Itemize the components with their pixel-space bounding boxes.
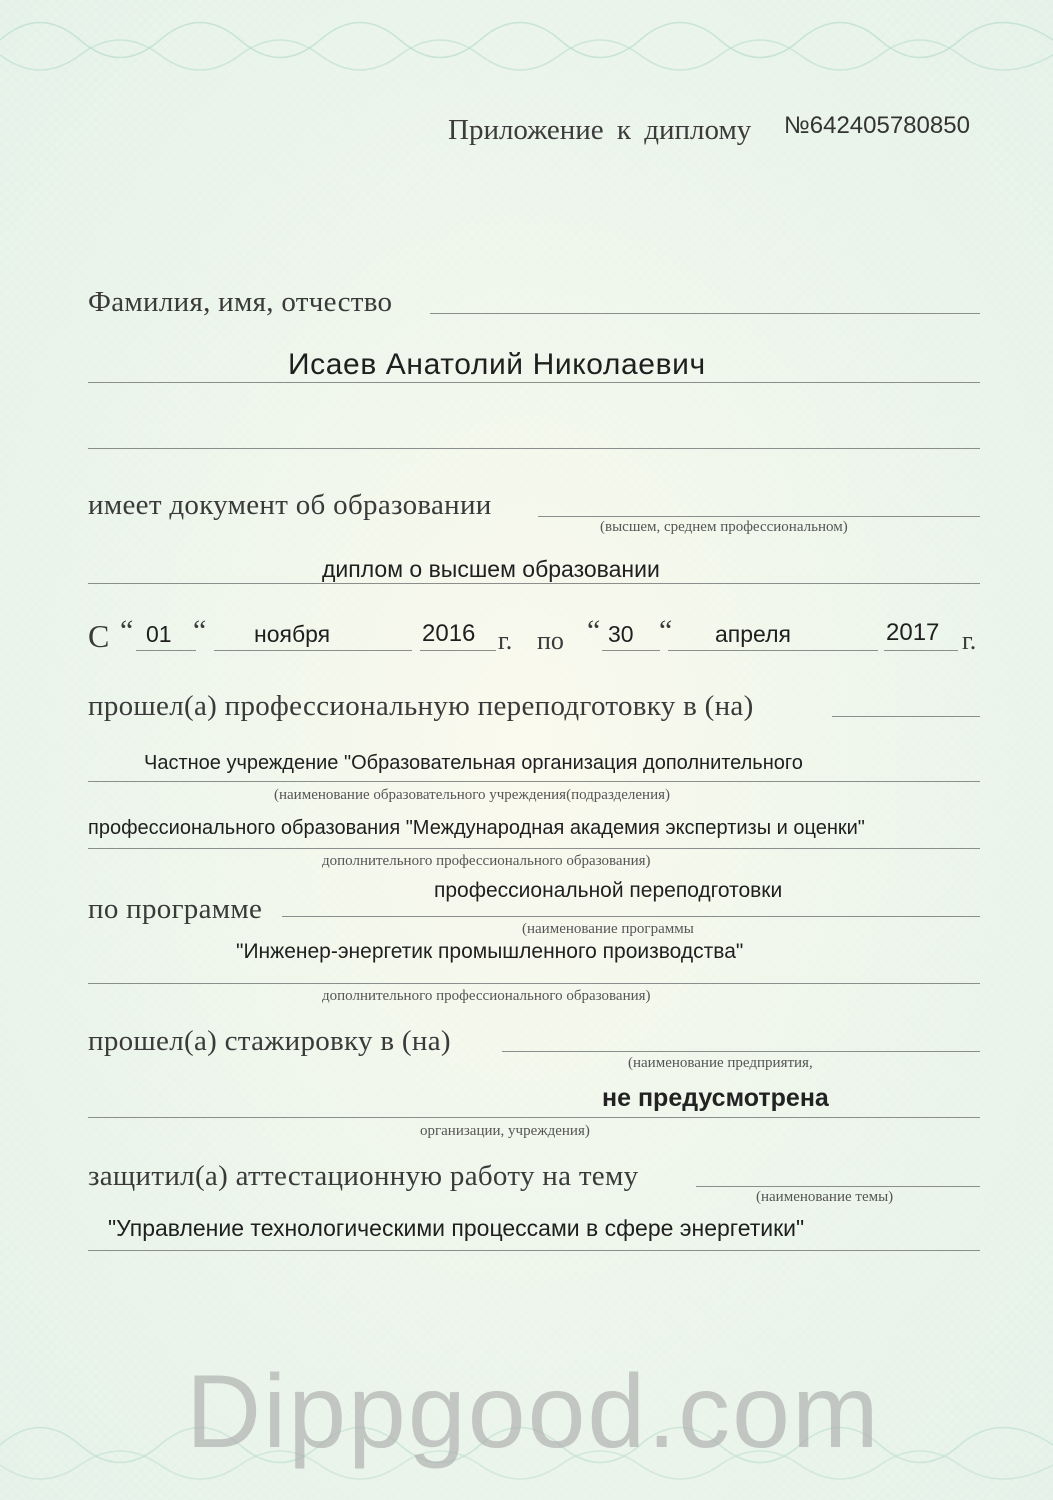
internship-label: прошел(а) стажировку в (на) xyxy=(88,1025,451,1057)
thesis-label-rule xyxy=(696,1186,980,1187)
period-close-quote-2: “ xyxy=(659,614,673,647)
period-prefix: С xyxy=(88,618,110,654)
retraining-label-rule xyxy=(832,716,980,717)
period-from-year-rule xyxy=(420,650,496,651)
period-to-year-rule xyxy=(884,650,958,651)
period-from-day-rule xyxy=(136,650,196,651)
retraining-line1-rule xyxy=(88,781,980,782)
period-to-month-rule xyxy=(668,650,878,651)
period-from-month: ноября xyxy=(254,621,331,647)
program-label: по программе xyxy=(88,893,263,925)
period-close-quote-1: “ xyxy=(193,614,207,647)
period-to-year: 2017 xyxy=(886,619,940,646)
period-to-year-suffix: г. xyxy=(962,626,977,655)
education-hint: (высшем, среднем профессиональном) xyxy=(600,519,848,535)
program-value-line1: профессиональной переподготовки xyxy=(434,879,783,902)
fio-value: Исаев Анатолий Николаевич xyxy=(288,348,706,381)
program-hint2: дополнительного профессионального образования) xyxy=(322,988,651,1004)
thesis-value: "Управление технологическими процессами в сфере энергетики" xyxy=(108,1215,805,1241)
period-open-quote-2: “ xyxy=(587,614,601,647)
diploma-number: №642405780850 xyxy=(784,112,970,139)
watermark-text: Dippgood.com xyxy=(186,1354,881,1470)
supplement-title: Приложение к диплому xyxy=(448,114,752,146)
retraining-hint1: (наименование образовательного учреждения(подразделения) xyxy=(274,787,670,803)
retraining-label: прошел(а) профессиональную переподготовку в (на) xyxy=(88,690,754,722)
education-label: имеет документ об образовании xyxy=(88,489,492,521)
internship-hint2: организации, учреждения) xyxy=(420,1123,590,1139)
education-label-rule xyxy=(538,516,980,517)
retraining-line2-rule xyxy=(88,848,980,849)
thesis-label: защитил(а) аттестационную работу на тему xyxy=(88,1160,639,1192)
period-open-quote-1: “ xyxy=(120,614,134,647)
period-to-word: по xyxy=(537,626,564,655)
internship-value: не предусмотрена xyxy=(602,1084,829,1112)
fio-value-rule xyxy=(88,382,980,383)
program-value-line2: "Инженер-энергетик промышленного производства" xyxy=(236,940,744,963)
retraining-value-line1: Частное учреждение "Образовательная организация дополнительного xyxy=(144,752,803,774)
retraining-value-line2: профессионального образования "Международная академия экспертизы и оценки" xyxy=(88,817,865,839)
thesis-value-rule xyxy=(88,1250,980,1251)
thesis-hint: (наименование темы) xyxy=(756,1189,894,1205)
fio-label: Фамилия, имя, отчество xyxy=(88,286,393,318)
education-value: диплом о высшем образовании xyxy=(322,556,660,582)
program-hint1: (наименование программы xyxy=(522,921,694,937)
fio-label-rule xyxy=(430,313,980,314)
internship-value-rule xyxy=(88,1117,980,1118)
period-to-month: апреля xyxy=(715,621,791,647)
program-line2-rule xyxy=(88,983,980,984)
period-from-year-suffix: г. xyxy=(498,626,513,655)
education-value-rule xyxy=(88,583,980,584)
internship-label-rule xyxy=(502,1051,980,1052)
program-line1-rule xyxy=(282,916,980,917)
period-to-day-rule xyxy=(602,650,660,651)
period-from-month-rule xyxy=(214,650,412,651)
period-from-year: 2016 xyxy=(422,620,476,647)
period-to-day: 30 xyxy=(608,621,634,647)
period-from-day: 01 xyxy=(146,621,172,647)
internship-hint1: (наименование предприятия, xyxy=(628,1055,813,1071)
retraining-hint2: дополнительного профессионального образования) xyxy=(322,853,651,869)
fio-empty-rule xyxy=(88,448,980,449)
guilloche-border-top xyxy=(0,0,1053,90)
